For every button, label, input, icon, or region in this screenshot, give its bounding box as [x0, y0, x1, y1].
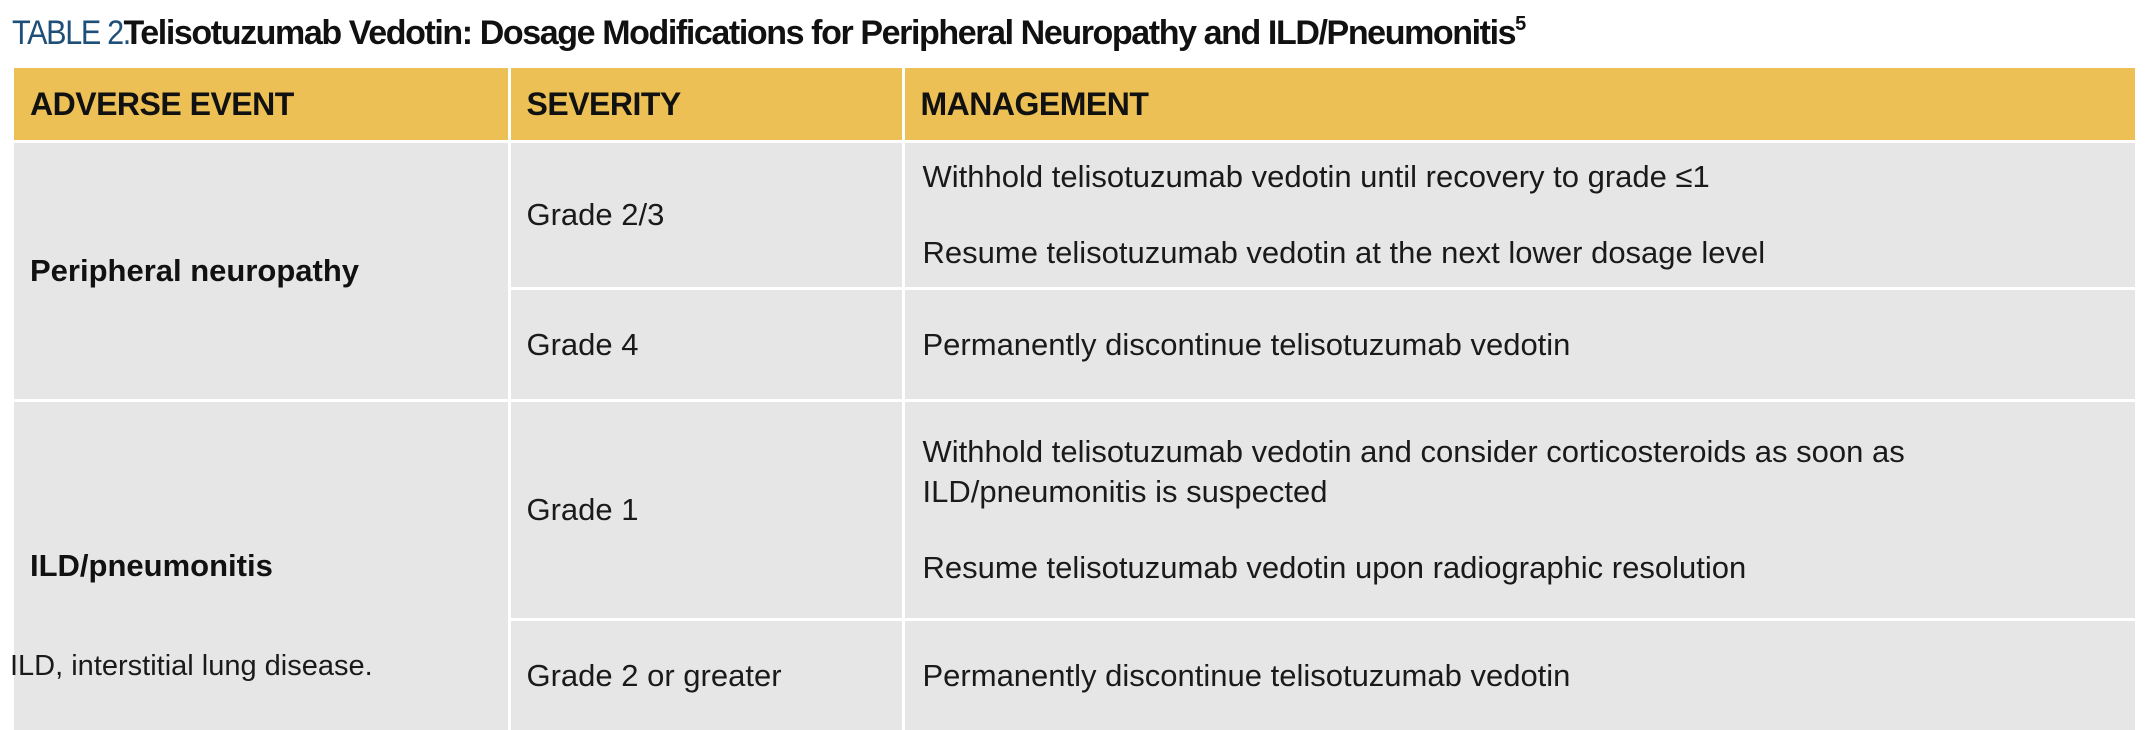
management-cell — [903, 401, 2135, 620]
table-header-row — [14, 68, 2135, 142]
severity-cell: Grade 1 — [509, 401, 903, 620]
severity-cell: Grade 4 — [509, 289, 903, 401]
management-line: Withhold telisotuzumab vedotin and consider corticosteroids as soon as ILD/pneumonitis is suspected — [923, 432, 2120, 512]
management-line: Resume telisotuzumab vedotin upon radiographic resolution — [923, 548, 2120, 588]
table-title — [12, 2, 1525, 64]
management-cell — [903, 620, 2135, 730]
header-severity: SEVERITY — [509, 68, 903, 142]
table-footnote: ILD, interstitial lung disease. — [10, 650, 373, 683]
table-title-main: Telisotuzumab Vedotin: Dosage Modifications for Peripheral Neuropathy and ILD/Pneumonitis — [123, 14, 1515, 52]
severity-cell: Grade 2 or greater — [509, 620, 903, 730]
header-adverse-event: ADVERSE EVENT — [14, 68, 509, 142]
management-line: Permanently discontinue telisotuzumab vedotin — [923, 656, 2120, 696]
title-reference-superscript: 5 — [1515, 13, 1525, 35]
header-management: MANAGEMENT — [903, 68, 2135, 142]
management-line: Withhold telisotuzumab vedotin until recovery to grade ≤1 — [923, 157, 2120, 197]
adverse-event-cell: Peripheral neuropathy — [14, 142, 509, 401]
management-line: Resume telisotuzumab vedotin at the next lower dosage level — [923, 233, 2120, 273]
severity-cell: Grade 2/3 — [509, 142, 903, 289]
adverse-event-cell: ILD/pneumonitis — [14, 401, 509, 730]
table-title-text — [123, 14, 1524, 52]
management-cell — [903, 142, 2135, 289]
table-row — [14, 142, 2135, 289]
table-number-label: TABLE 2. — [12, 2, 130, 64]
management-cell — [903, 289, 2135, 401]
dosage-modification-table — [14, 68, 2135, 730]
management-line: Permanently discontinue telisotuzumab vedotin — [923, 325, 2120, 365]
table-row — [14, 401, 2135, 620]
